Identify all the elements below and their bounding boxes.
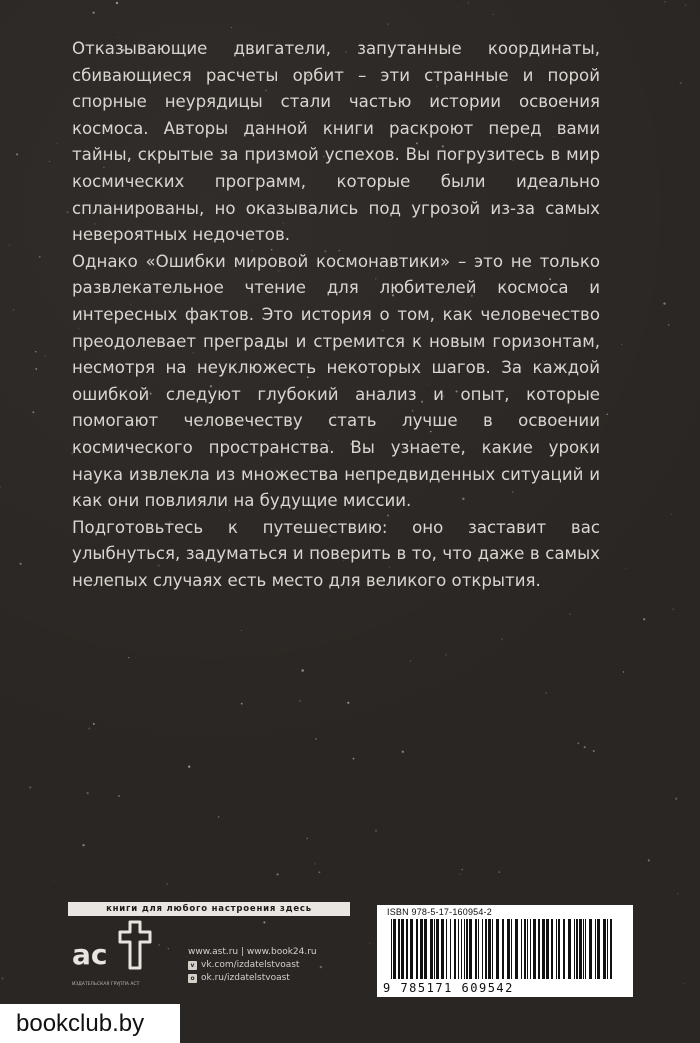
cover-blurb — [72, 36, 600, 594]
publisher-tagline: книги для любого настроения здесь — [68, 902, 350, 916]
barcode-panel — [377, 905, 633, 997]
vk-icon: v — [188, 961, 197, 970]
blurb-paragraph-3: Подготовьтесь к путешествию: оно заставит вас улыбнуться, задуматься и поверить в то, что даже в самых нелепых случаях есть место для великого открытия. — [72, 517, 600, 590]
barcode-icon — [387, 919, 623, 981]
vk-row[interactable] — [188, 959, 317, 972]
publisher-contacts — [188, 946, 317, 985]
svg-text:ас: ас — [72, 938, 108, 971]
websites-text: www.ast.ru | www.book24.ru — [188, 947, 317, 957]
ok-icon: o — [188, 974, 197, 983]
barcode-digits: 9 785171 609542 — [383, 981, 514, 995]
ast-logo-icon — [68, 918, 178, 978]
publisher-caption: ИЗДАТЕЛЬСКАЯ ГРУППА АСТ — [72, 982, 140, 987]
websites-row — [188, 946, 317, 959]
isbn-text: ISBN 978-5-17-160954-2 — [387, 907, 492, 917]
vk-link[interactable]: vk.com/izdatelstvoast — [201, 960, 300, 970]
ok-row[interactable] — [188, 972, 317, 985]
ok-link[interactable]: ok.ru/izdatelstvoast — [201, 973, 290, 983]
blurb-paragraph-1: Отказывающие двигатели, запутанные координаты, сбивающиеся расчеты орбит – эти странные и порой спорные неурядицы стали частью истории освоения космоса. Авторы данной книги раскроют перед вами тайны, скрытые за призмой успехов. Вы погрузитесь в мир космических программ, которые были идеально спланированы, но оказывались под угрозой из-за самых невероятных недочетов. — [72, 39, 600, 245]
watermark: bookclub.by — [0, 1004, 180, 1043]
blurb-paragraph-2: Однако «Ошибки мировой космонавтики» – это не только развлекательное чтение для любителей космоса и интересных фактов. Это история о том, как человечество преодолевает преграды и стремится к новым горизонтам, несмотря на неуклюжесть некоторых шагов. За каждой ошибкой следуют глубокий анализ и опыт, которые помогают человечеству стать лучше в освоении космического пространства. Вы узнаете, какие уроки наука извлекла из множества непредвиденных ситуаций и как они повлияли на будущие миссии. — [72, 251, 600, 511]
